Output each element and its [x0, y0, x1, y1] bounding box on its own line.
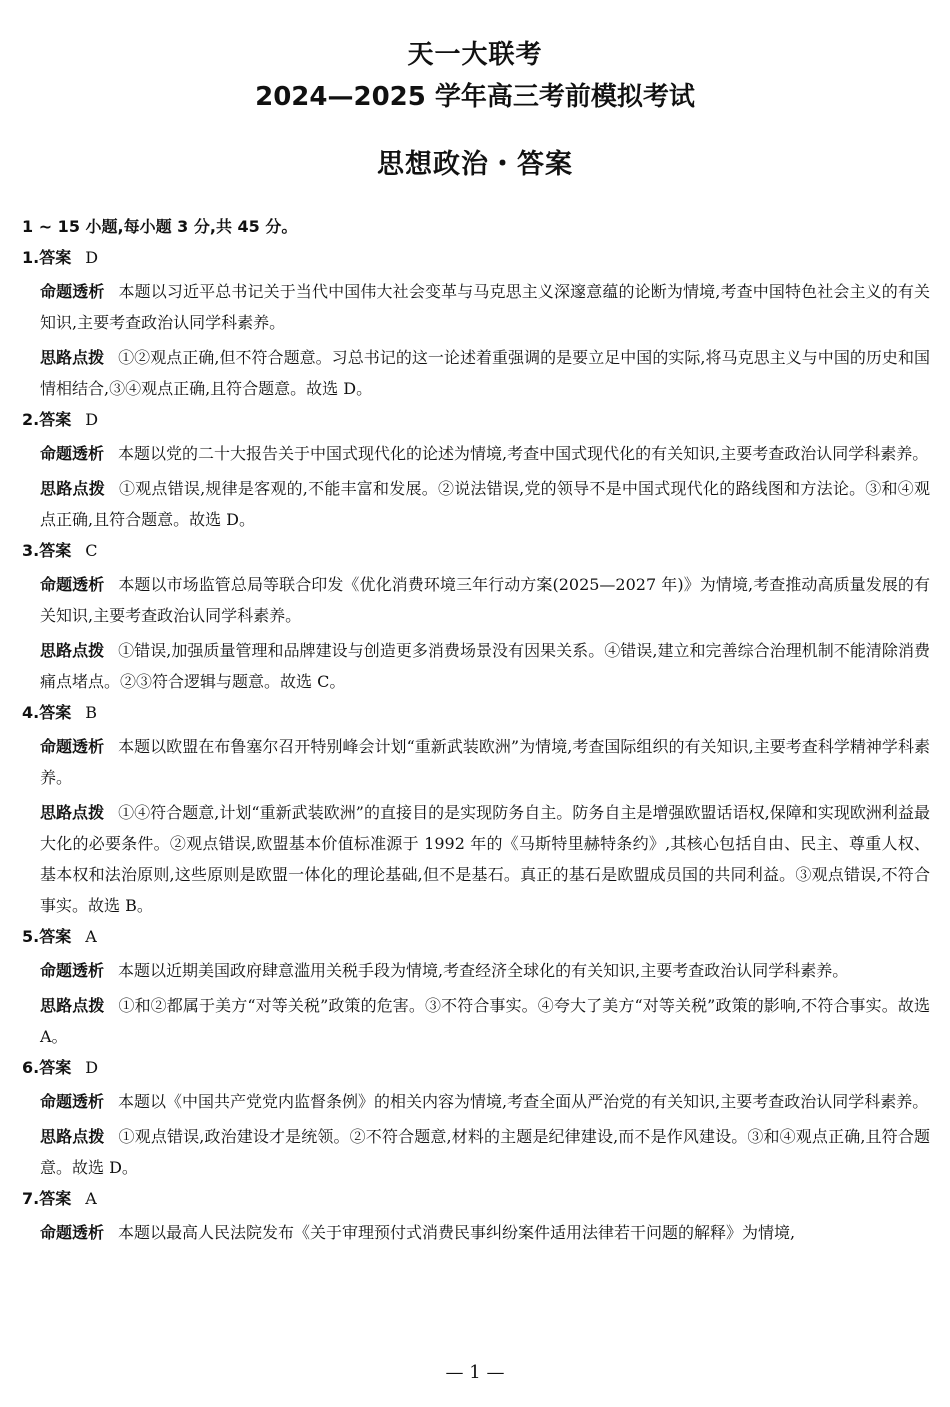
question-block [22, 408, 930, 535]
hint-paragraph [40, 990, 930, 1052]
question-block [22, 1056, 930, 1183]
analysis-label: 命题透析 [40, 282, 105, 301]
page-number: — 1 — [445, 1362, 505, 1383]
question-number: 1. [22, 248, 40, 267]
exam-name-title: 2024—2025 学年高三考前模拟考试 [255, 82, 695, 112]
question-block [22, 925, 930, 1052]
answer-value: D [85, 1058, 99, 1077]
analysis-label: 命题透析 [40, 961, 105, 980]
analysis-paragraph [40, 276, 930, 338]
hint-paragraph [40, 635, 930, 697]
analysis-text: 本题以近期美国政府肆意滥用关税手段为情境,考查经济全球化的有关知识,主要考查政治认同学科素养。 [118, 961, 849, 980]
analysis-label: 命题透析 [40, 575, 105, 594]
answer-label: 答案 [39, 703, 72, 722]
answer-line [22, 1056, 930, 1080]
analysis-paragraph [40, 955, 930, 986]
answer-label: 答案 [39, 1189, 72, 1208]
analysis-text: 本题以习近平总书记关于当代中国伟大社会变革与马克思主义深邃意蕴的论断为情境,考查中国特色社会主义的有关知识,主要考查政治认同学科素养。 [40, 282, 930, 332]
analysis-paragraph [40, 1086, 930, 1117]
question-number: 4. [22, 703, 40, 722]
answer-label: 答案 [39, 927, 72, 946]
hint-label: 思路点拨 [40, 803, 105, 822]
answer-line [22, 539, 930, 563]
hint-text: ①和②都属于美方“对等关税”政策的危害。③不符合事实。④夸大了美方“对等关税”政策的影响,不符合事实。故选 A。 [40, 996, 930, 1046]
analysis-text: 本题以欧盟在布鲁塞尔召开特别峰会计划“重新武装欧洲”为情境,考查国际组织的有关知识,主要考查科学精神学科素养。 [40, 737, 930, 787]
hint-text: ①②观点正确,但不符合题意。习总书记的这一论述着重强调的是要立足中国的实际,将马克思主义与中国的历史和国情相结合,③④观点正确,且符合题意。故选 D。 [40, 348, 930, 398]
answer-label: 答案 [39, 410, 72, 429]
question-block [22, 539, 930, 697]
analysis-text: 本题以市场监管总局等联合印发《优化消费环境三年行动方案(2025—2027 年)》为情境,考查推动高质量发展的有关知识,主要考查政治认同学科素养。 [40, 575, 930, 625]
analysis-text: 本题以《中国共产党党内监督条例》的相关内容为情境,考查全面从严治党的有关知识,主要考查政治认同学科素养。 [118, 1092, 929, 1111]
scoring-intro-text: 1 ~ 15 小题,每小题 3 分,共 45 分。 [22, 217, 298, 236]
analysis-paragraph [40, 569, 930, 631]
answer-value: C [85, 541, 98, 560]
answer-label: 答案 [39, 248, 72, 267]
analysis-text: 本题以党的二十大报告关于中国式现代化的论述为情境,考查中国式现代化的有关知识,主要考查政治认同学科素养。 [118, 444, 929, 463]
hint-text: ①观点错误,政治建设才是统领。②不符合题意,材料的主题是纪律建设,而不是作风建设。③和④观点正确,且符合题意。故选 D。 [40, 1127, 930, 1177]
hint-paragraph [40, 473, 930, 535]
hint-paragraph [40, 797, 930, 921]
question-block [22, 701, 930, 921]
question-number: 7. [22, 1189, 40, 1208]
answer-value: B [85, 703, 97, 722]
answer-label: 答案 [39, 541, 72, 560]
answer-value: D [85, 410, 99, 429]
answer-value: D [85, 248, 99, 267]
answer-line [22, 408, 930, 432]
hint-label: 思路点拨 [40, 641, 105, 660]
hint-label: 思路点拨 [40, 1127, 105, 1146]
question-number: 2. [22, 410, 40, 429]
analysis-label: 命题透析 [40, 1092, 105, 1111]
hint-label: 思路点拨 [40, 996, 105, 1015]
answer-value: A [85, 927, 97, 946]
analysis-text: 本题以最高人民法院发布《关于审理预付式消费民事纠纷案件适用法律若干问题的解释》为情境, [118, 1223, 796, 1242]
analysis-paragraph [40, 731, 930, 793]
hint-text: ①观点错误,规律是客观的,不能丰富和发展。②说法错误,党的领导不是中国式现代化的路线图和方法论。③和④观点正确,且符合题意。故选 D。 [40, 479, 930, 529]
hint-label: 思路点拨 [40, 348, 105, 367]
hint-label: 思路点拨 [40, 479, 105, 498]
question-number: 3. [22, 541, 40, 560]
question-number: 6. [22, 1058, 40, 1077]
answer-label: 答案 [39, 1058, 72, 1077]
scoring-intro [22, 214, 297, 237]
analysis-label: 命题透析 [40, 444, 105, 463]
question-block [22, 1187, 930, 1248]
answer-list [22, 246, 930, 1252]
analysis-paragraph [40, 1217, 930, 1248]
analysis-label: 命题透析 [40, 737, 105, 756]
exam-organizer-title: 天一大联考 [407, 40, 543, 70]
answer-line [22, 701, 930, 725]
hint-text: ①错误,加强质量管理和品牌建设与创造更多消费场景没有因果关系。④错误,建立和完善综合治理机制不能清除消费痛点堵点。②③符合逻辑与题意。故选 C。 [40, 641, 930, 691]
analysis-label: 命题透析 [40, 1223, 105, 1242]
answer-value: A [85, 1189, 97, 1208]
hint-text: ①④符合题意,计划“重新武装欧洲”的直接目的是实现防务自主。防务自主是增强欧盟话语权,保障和实现欧洲利益最大化的必要条件。②观点错误,欧盟基本价值标准源于 1992 年的《马斯特里赫特条约》,其核心包括自由、民主、尊重人权、基本权和法治原则,这些原则是欧盟一体化的理论基础,但不是基石。真正的基石是欧盟成员国的共同利益。③观点错误,不符合事实。故选 B。 [40, 803, 930, 915]
question-block [22, 246, 930, 404]
answer-line [22, 1187, 930, 1211]
answer-line [22, 925, 930, 949]
hint-paragraph [40, 1121, 930, 1183]
question-number: 5. [22, 927, 40, 946]
analysis-paragraph [40, 438, 930, 469]
hint-paragraph [40, 342, 930, 404]
subject-title: 思想政治・答案 [377, 149, 573, 180]
answer-line [22, 246, 930, 270]
